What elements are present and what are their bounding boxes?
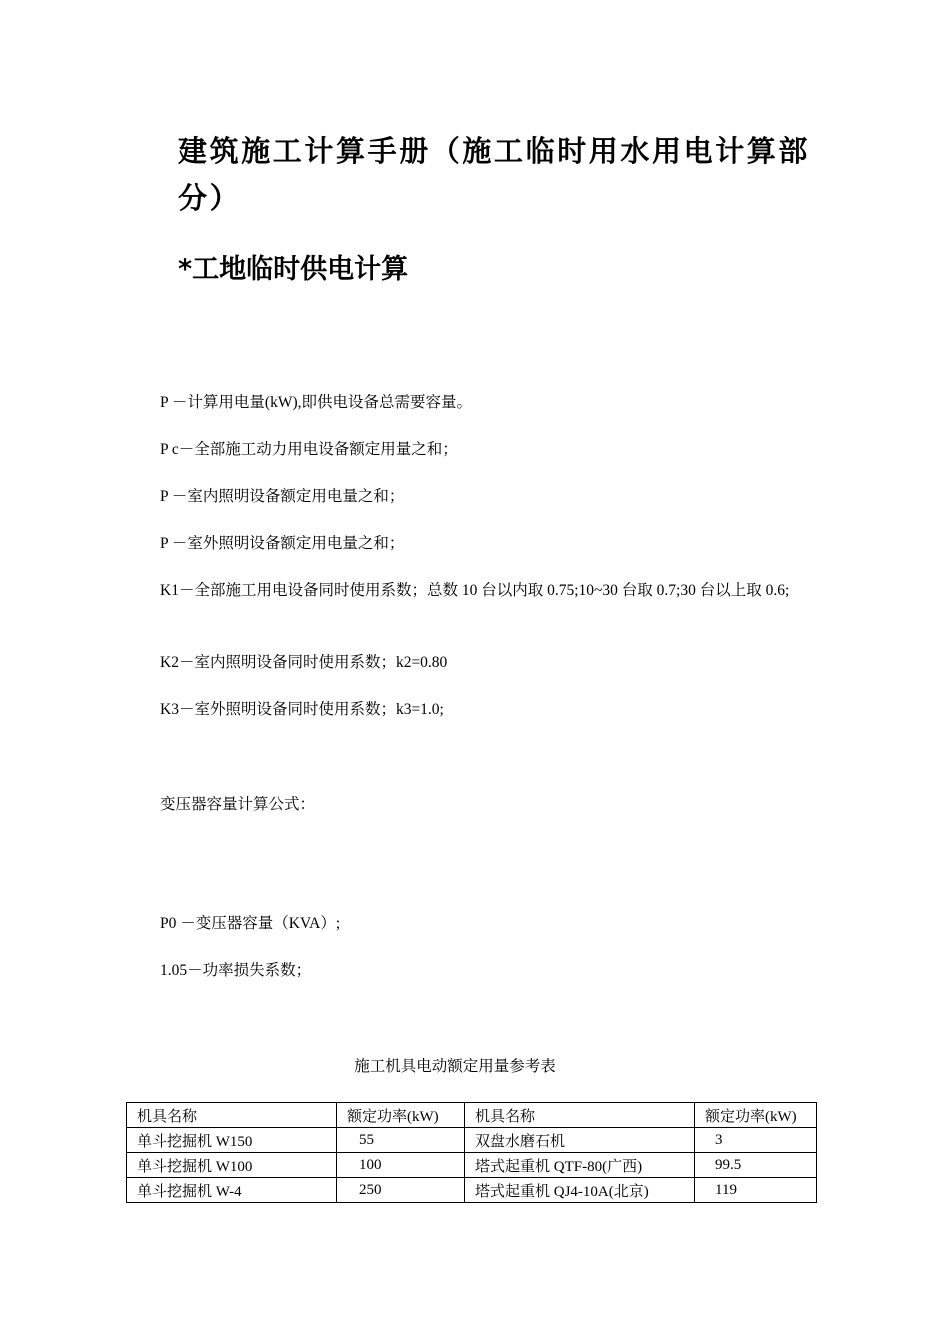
- definition-p-indoor: P －室内照明设备额定用电量之和；: [160, 488, 405, 505]
- table-header-cell: 机具名称: [465, 1103, 695, 1128]
- definition-k1: K1－全部施工用电设备同时使用系数；总数 10 台以内取 0.75;10~30 台取 0.7;30 台以上取 0.6;: [160, 582, 790, 599]
- definition-pc: P c－全部施工动力用电设备额定用量之和；: [160, 441, 458, 458]
- table-header-cell: 额定功率(kW): [695, 1103, 817, 1128]
- table-caption: 施工机具电动额定用量参考表: [354, 1058, 556, 1075]
- definition-k2: K2－室内照明设备同时使用系数；k2=0.80: [160, 654, 448, 671]
- section-title: *工地临时供电计算: [178, 254, 409, 285]
- page-title: 建筑施工计算手册（施工临时用水用电计算部分）: [178, 134, 811, 215]
- table-row: [127, 1128, 817, 1153]
- table-cell: 单斗挖掘机 W-4: [127, 1178, 337, 1203]
- definition-p0: P0 －变压器容量（KVA）;: [160, 915, 341, 932]
- table-header-cell: 机具名称: [127, 1103, 337, 1128]
- table-cell: 单斗挖掘机 W100: [127, 1153, 337, 1178]
- table-row: [127, 1178, 817, 1203]
- table-cell: 塔式起重机 QJ4-10A(北京): [465, 1178, 695, 1203]
- table-cell: 双盘水磨石机: [465, 1128, 695, 1153]
- definition-loss-factor: 1.05－功率损失系数；: [160, 962, 312, 979]
- table-cell: 3: [695, 1128, 817, 1153]
- equipment-power-table: [126, 1102, 817, 1203]
- table-cell: 单斗挖掘机 W150: [127, 1128, 337, 1153]
- transformer-formula-label: 变压器容量计算公式：: [160, 796, 316, 813]
- table-cell: 119: [695, 1178, 817, 1203]
- table-cell: 99.5: [695, 1153, 817, 1178]
- table-cell: 250: [337, 1178, 465, 1203]
- definition-p-outdoor: P －室外照明设备额定用电量之和；: [160, 535, 405, 552]
- definition-k3: K3－室外照明设备同时使用系数；k3=1.0;: [160, 701, 444, 718]
- table-header-cell: 额定功率(kW): [337, 1103, 465, 1128]
- table-cell: 100: [337, 1153, 465, 1178]
- table-cell: 塔式起重机 QTF-80(广西): [465, 1153, 695, 1178]
- table-cell: 55: [337, 1128, 465, 1153]
- table-header-row: [127, 1103, 817, 1128]
- table-row: [127, 1153, 817, 1178]
- definition-p-total: P －计算用电量(kW),即供电设备总需要容量。: [160, 394, 472, 411]
